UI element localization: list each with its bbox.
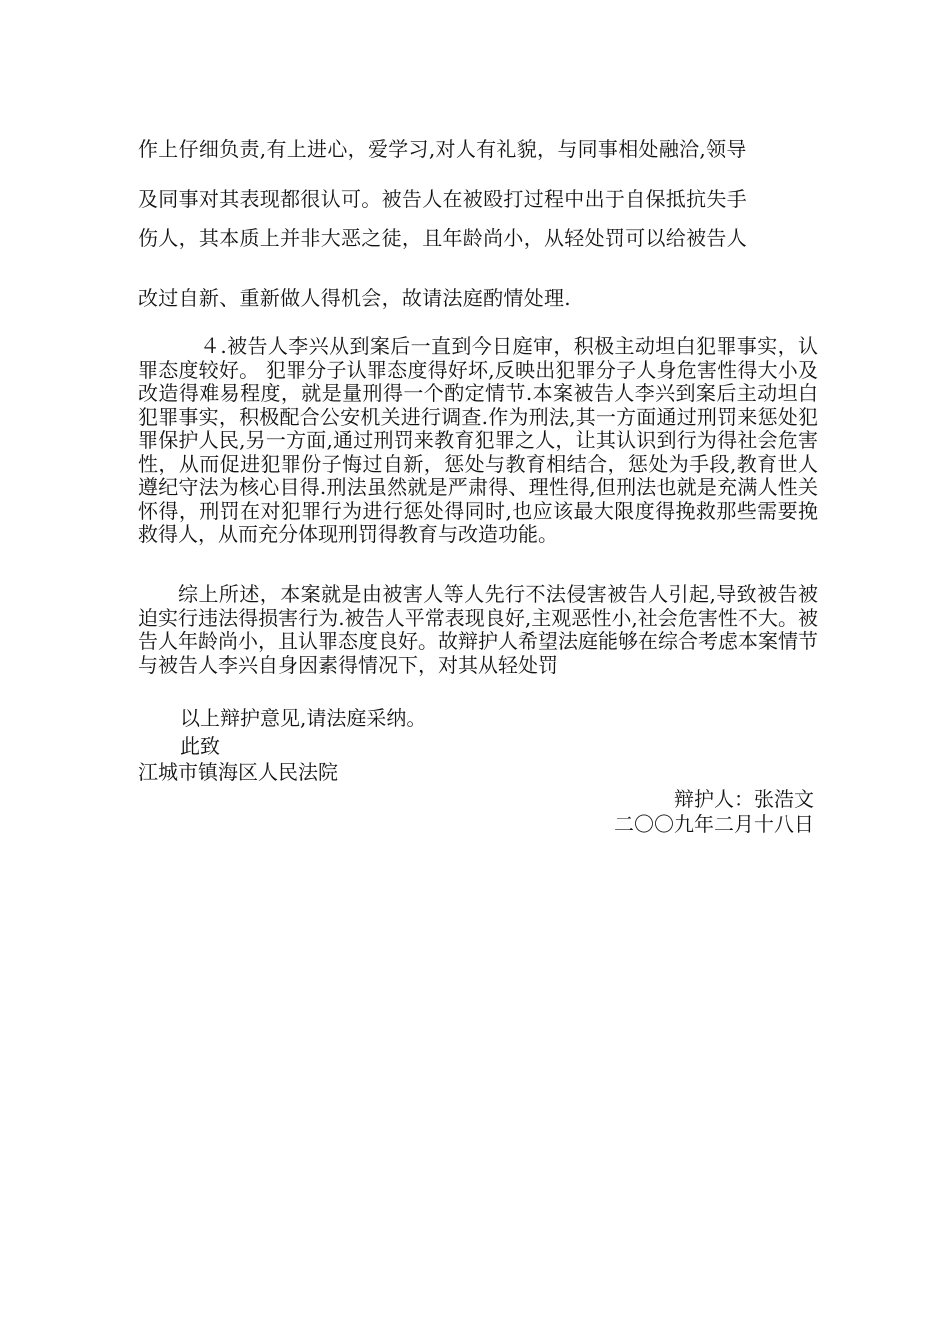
- text-line: 及同事对其表现都很认可。被告人在被殴打过程中出于自保抵抗失手: [138, 187, 747, 211]
- signature-line: 辩护人：张浩文: [674, 787, 814, 811]
- paragraph-4: ４.被告人李兴从到案后一直到今日庭审，积极主动坦白犯罪事实，认罪态度较好。 犯罪分子认罪态度得好坏,反映出犯罪分子人身危害性得大小及改造得难易程度，就是量刑得一个酌定情节.本案被告人李兴到案后主动坦白犯罪事实，积极配合公安机关进行调查.作为刑法,其一方面通过刑罚来惩处犯罪保护人民,另一方面,通过刑罚来教育犯罪之人，让其认识到行为得社会危害性，从而促进犯罪份子悔过自新，惩处与教育相结合，惩处为手段,教育世人遵纪守法为核心目得.刑法虽然就是严肃得、理性得,但刑法也就是充满人性关怀得，刑罚在对犯罪行为进行惩处得同时,也应该最大限度得挽救那些需要挽救得人，从而充分体现刑罚得教育与改造功能。: [138, 334, 818, 546]
- court-name: 江城市镇海区人民法院: [138, 760, 338, 784]
- text-line: 伤人，其本质上并非大恶之徒，且年龄尚小，从轻处罚可以给被告人: [138, 226, 747, 250]
- summary-paragraph: 综上所述，本案就是由被害人等人先行不法侵害被告人引起,导致被告被迫实行违法得损害行为.被告人平常表现良好,主观恶性小,社会危害性不大。被告人年龄尚小，且认罪态度良好。故辩护人希望法庭能够在综合考虑本案情节与被告人李兴自身因素得情况下，对其从轻处罚: [138, 582, 818, 677]
- salutation: 此致: [180, 734, 220, 758]
- date-line: 二〇〇九年二月十八日: [614, 812, 814, 836]
- closing-request: 以上辩护意见,请法庭采纳。: [180, 706, 427, 730]
- text-line: 改过自新、重新做人得机会，故请法庭酌情处理.: [138, 286, 571, 310]
- text-line: 作上仔细负责,有上进心，爱学习,对人有礼貌，与同事相处融洽,领导: [138, 137, 747, 161]
